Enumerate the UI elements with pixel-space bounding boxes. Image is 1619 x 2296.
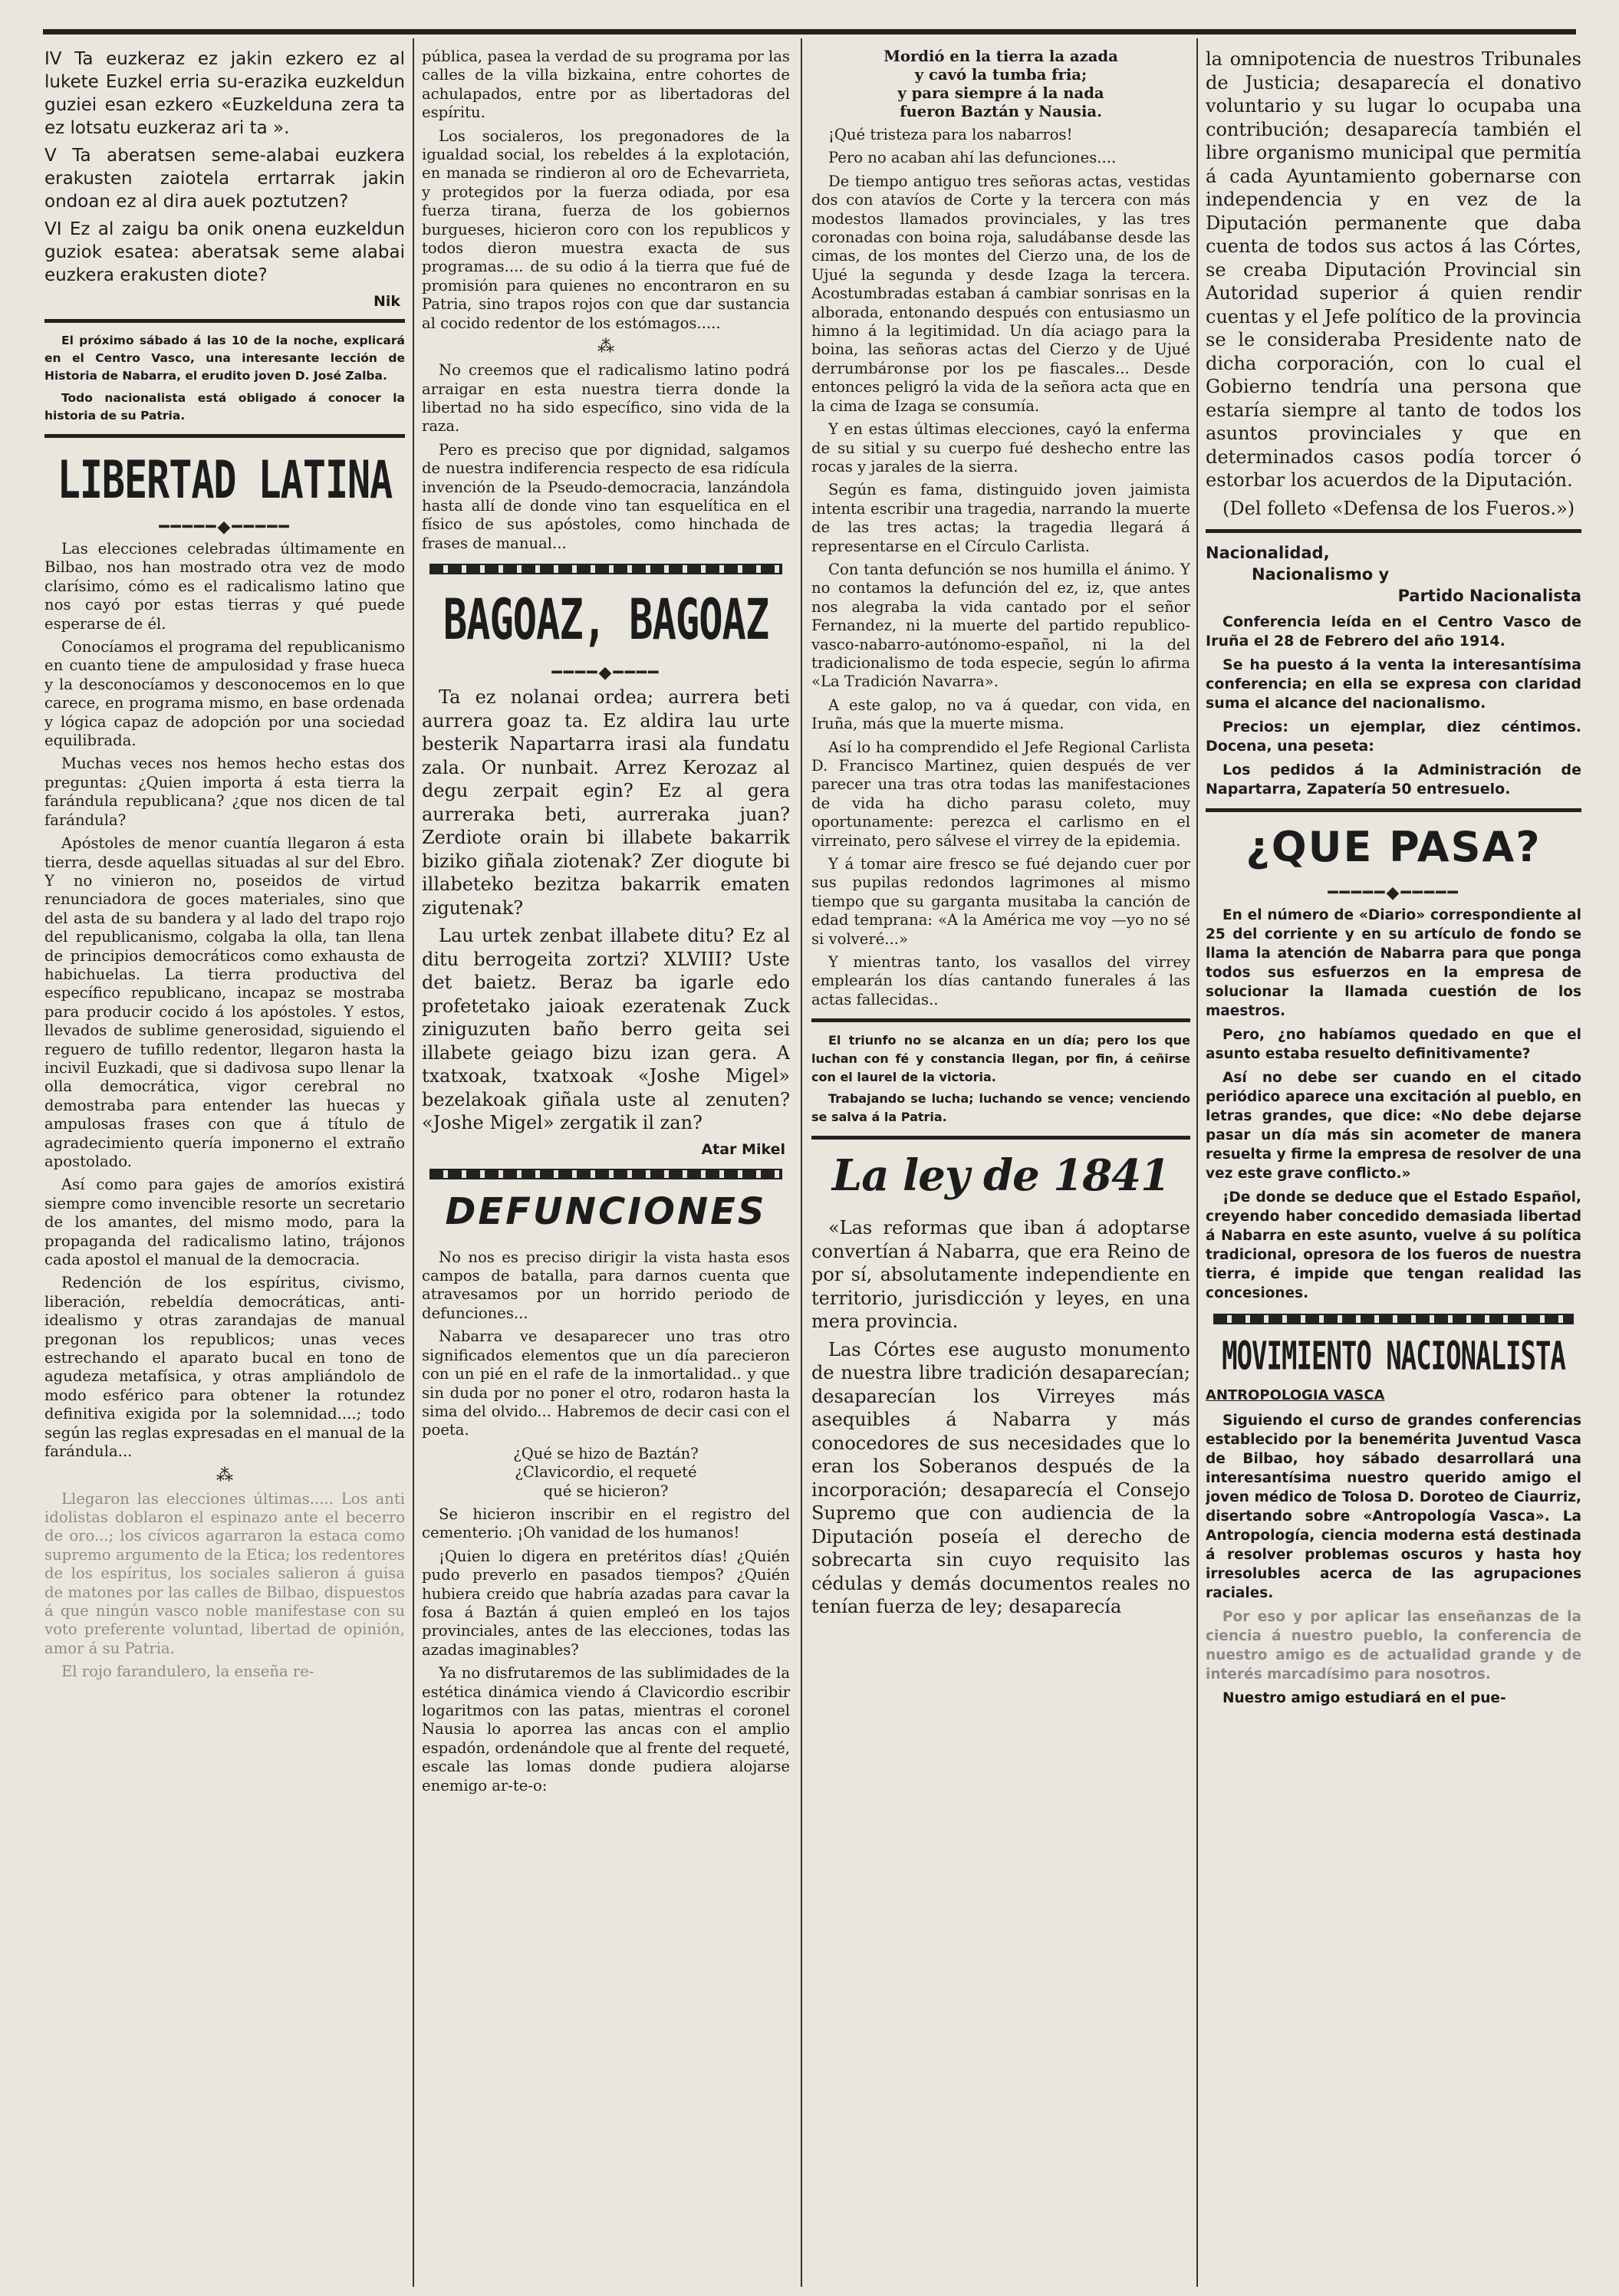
section-rule <box>1206 529 1581 533</box>
article-paragraph: Y en estas últimas elecciones, cayó la enferma de su sitial y su cuerpo fué deshecho entre las rocas y jarales de la sierra. <box>811 420 1190 475</box>
article-paragraph: la omnipotencia de nuestros Tribunales de Justicia; desaparecía el donativo voluntario y su lugar lo ocupaba una contribución; desaparecía también el libre organismo municipal que permitía á cada Ayuntamiento gobernarse con independencia y en vez de la Diputación permanente que daba cuenta de todos sus actos á las Córtes, se creaba Diputación Provincial sin Autoridad superior á quien rendir cuentas y el Jefe político de la provincia se le consideraba Presidente nato de dicha corporación, con lo cual el Gobierno tendría una persona que estaría siempre al tanto de todos los asuntos provinciales y que en determinados casos podía torcer ó estorbar los acuerdos de la Diputación. <box>1206 48 1581 491</box>
article-paragraph: Las elecciones celebradas últimamente en Bilbao, nos han mostrado otra vez de modo clarísimo, cómo es el radicalismo latino que nos cayó por estas tierras y qué puede esperarse de él. <box>44 540 405 633</box>
verse-line: fueron Baztán y Nausia. <box>900 103 1102 120</box>
column-4 <box>1206 48 1581 2287</box>
section-rule <box>44 434 405 438</box>
article-paragraph: Los socialeros, los pregonadores de la igualdad social, los rebeldes á la explotación, en manada se rindieron al oro de Echevarrieta, y protegidos por la fuerza odiada, por esa fuerza tirana, fuerza de los gobiernos burgueses, hicieron coro con los republicos y todos dieron muestra exacta de sus programas.... de su odio á la tierra que fué de promisión para quienes no encontraron en su Patria, sino trapos rojos con que dar sustancia al cocido redentor de los estómagos..... <box>422 127 790 332</box>
verse-line: Mordió en la tierra la azada <box>884 48 1118 65</box>
section-rule <box>44 319 405 323</box>
column-divider <box>1196 38 1198 2287</box>
article-paragraph: Conocíamos el programa del republicanismo en cuanto tiene de ampulosidad y frase hueca y la desconocíamos y desconocemos en lo que carece, en programa mismo, en base ordenada y lógica capaz de adopción por una sociedad equilibrada. <box>44 638 405 750</box>
article-paragraph: No nos es preciso dirigir la vista hasta esos campos de batalla, para darnos cuenta que atravesamos por un horrido periodo de defunciones... <box>422 1248 790 1322</box>
notice-lesson: El próximo sábado á las 10 de la noche, explicará en el Centro Vasco, una interesante lección de Historia de Nabarra, el erudito joven D. José Zalba. <box>44 334 405 383</box>
article-paragraph: ¡Qué tristeza para los nabarros! <box>828 126 1073 143</box>
headline-defunciones: DEFUNCIONES <box>445 1189 767 1233</box>
article-paragraph: Lau urtek zenbat illabete ditu? Ez al ditu berrogeita zortzi? XLVIII? Uste det baietz. Beraz ba igarle edo profetetako jaioak ezeratenak Zuck ziniguzuten baño berro geita sei illabete geiago bizu izan gera. A txatxoak, txatxoak «Joshe Migel» bezelakoak giñala uste al zenuten? «Joshe Migel» zergatik il zan? <box>422 925 790 1134</box>
article-paragraph: Así como para gajes de amoríos existirá siempre como invencible resorte un secretario de los amantes, del mismo modo, para la propaganda del radicalismo latino, trájonos cada apostol el manual de la democracia. <box>44 1176 405 1269</box>
ornament-rule: ━━━━━◆━━━━━ <box>1328 883 1459 903</box>
euskera-verse: IV Ta euzkeraz ez jakin ezkero ez al lukete Euzkel erria su-erazika euzkeldun guziei esan ezkero «Euzkelduna zera ta ez lotsatu euzkeraz ari ta ». <box>44 49 405 138</box>
article-paragraph: Redención de los espíritus, civismo, liberación, rebeldía democráticas, anti-idealismo y otras zarandajas de manual pregonan los republicos; unas veces estrechando el aparato bucal en tono de agudeza metafísica, y otras ampliándolo de modo esférico para obtener la rotundez definitiva exigida por la solemnidad....; todo según las reglas expresadas en el manual de la farándula... <box>44 1274 405 1461</box>
nacionalidad-title <box>1206 542 1581 607</box>
euskera-signature: Nik <box>373 293 400 310</box>
article-paragraph: Nabarra ve desaparecer uno tras otro significados elementos que un día parecieron con un pié en el rafe de la inmortalidad.. y que sin duda por no poner el otro, rodaron hasta la sima del olvido... Habremos de decir casi con el poeta. <box>422 1327 790 1439</box>
euskera-verse: VI Ez al zaigu ba onik onena euzkeldun guziok esatea: aberatsak seme alabai euzkera erakusten diote? <box>44 219 405 285</box>
article-paragraph: De tiempo antiguo tres señoras actas, vestidas dos con atavíos de Corte y la tercera con más modestos llamados provinciales, y las tres coronadas con boina roja, saludábanse desde las cimas, de los montes del Cierzo una, de los de Ujué la segunda y desde Izaga la tercera. Acostumbradas estaban á cambiar sonrisas en la alborada, entonando después con entusiasmo un himno á la legitimidad. Un día aciago para la boina, las señoras actas del Cierzo y de Ujué derrumbáronse por los pe fiascales... Desde entonces peligró la vida de la señora acta que en la cima de Izaga se consumía. <box>811 172 1190 415</box>
ornament-rule: ━━━━◆━━━━ <box>551 663 660 683</box>
article-paragraph: Se ha puesto á la venta la interesantísima conferencia; en ella se expresa con claridad suma el alcance del nacionalismo. <box>1206 656 1581 712</box>
article-paragraph: Las Córtes ese augusto monumento de nuestra libre tradición desaparecían; desaparecían los Virreyes más asequibles á Nabarra y más conocedores de sus necesidades que lo eran los Soberanos después de la incorporación; desaparecía el Consejo Supremo que con audiencia de la Diputación poseía el derecho de sobrecarta sin cuyo requisito las cédulas y demás documentos reales no tenían fuerza de ley; desaparecía <box>811 1338 1190 1618</box>
headline-libertad-latina: LIBERTAD LATINA <box>57 449 393 511</box>
column-3 <box>811 48 1190 2287</box>
ornament-border <box>429 564 782 574</box>
ornament-border <box>429 1169 782 1179</box>
headline-ley-1841: La ley de 1841 <box>831 1150 1170 1202</box>
article-paragraph: «Las reformas que iban á adoptarse convertían á Nabarra, que era Reino de por sí, absolutamente independiente en territorio, jurisdicción y leyes, en una mera provincia. <box>811 1217 1190 1333</box>
notice-obligation: Todo nacionalista está obligado á conocer la historia de su Patria. <box>44 391 405 423</box>
title-line: Nacionalismo y <box>1252 565 1390 584</box>
motto-quote: Trabajando se lucha; luchando se vence; venciendo se salva á la Patria. <box>811 1091 1190 1125</box>
motto-quote: El triunfo no se alcanza en un día; pero los que luchan con fé y constancia llegan, por fin, á ceñirse con el laurel de la victoria. <box>811 1033 1190 1085</box>
article-paragraph: Conferencia leída en el Centro Vasco de Iruña el 28 de Febrero del año 1914. <box>1206 613 1581 650</box>
headline-que-pasa: ¿QUE PASA? <box>1246 823 1542 871</box>
ornament-border <box>1213 1314 1574 1324</box>
article-paragraph: No creemos que el radicalismo latino podrá arraigar en esta nuestra tierra donde la libertad no ha sido específico, sino vida de la raza. <box>422 361 790 436</box>
article-paragraph: Se hicieron inscribir en el registro del cementerio. ¡Oh vanidad de los humanos! <box>422 1505 790 1542</box>
article-paragraph: Siguiendo el curso de grandes conferencias establecido por la benemérita Juventud Vasca de Bilbao, hoy sábado desarrollará una interesantísima nuestro querido amigo el joven médico de Tolosa D. Doroteo de Ciaurriz, disertando sobre «Antropología Vasca». La Antropología, ciencia moderna está destinada á resolver problemas oscuros y hasta hoy irresolubles acerca de las agrupaciones raciales. <box>1206 1413 1581 1601</box>
article-paragraph: Apóstoles de menor cuantía llegaron á esta tierra, desde aquellas situadas al sur del Ebro. Y no vinieron no, poseidos de virtud renunciadora de goces materiales, sino que del asta de su bandera y al lado del trapo rojo del republicanismo, colgaba la olla, tan llena de principios democráticos como exhausta de habichuelas. La tierra productiva del específico republicano, incapaz se mostraba para producir cocido á los apóstoles. Y estos, llevados de sublime generosidad, siguiendo el reguero de tufillo redentor, llegaron hasta la incivil Euzkadi, que si dadivosa supo llenar la olla democrática, vigor cerebral no demostraba para entender las huecas y ampulosas frases con que á título de agradecimiento quería imponerno el extraño apostolado. <box>44 834 405 1170</box>
column-divider <box>413 38 414 2287</box>
article-paragraph-faded: El rojo farandulero, la enseña re- <box>61 1663 314 1681</box>
article-paragraph: Pero es preciso que por dignidad, salgamos de nuestra indiferencia respecto de esa ridícula invención de la Pseudo-democracia, lanzándola hasta allí de donde vino tan esquelítica en el físico de sus apóstoles, como hinchada de frases de manual... <box>422 440 790 552</box>
article-paragraph: Así no debe ser cuando en el citado periódico aparece una excitación al pueblo, en letras grandes, que dice: «No debe dejarse pasar un día más sin acometer de manera resuelta y firme la empresa de resolver de una vez este grave conflicto.» <box>1206 1070 1581 1182</box>
section-rule <box>811 1018 1190 1022</box>
article-paragraph: Y á tomar aire fresco se fué dejando cuer por sus pupilas redondos lagrimones al mismo tiempo que su garganta musitaba la canción de edad temprana: «A la América me voy —yo no sé si volveré...» <box>811 855 1190 948</box>
headline-bagoaz: BAGOAZ, BAGOAZ <box>443 588 769 653</box>
article-source: (Del folleto «Defensa de los Fueros.») <box>1222 497 1575 519</box>
section-rule <box>1206 808 1581 812</box>
verse-line: ¿Qué se hizo de Baztán? <box>513 1444 699 1462</box>
article-paragraph: Por eso y por aplicar las enseñanzas de la ciencia á nuestro pueblo, la conferencia de nuestro amigo es de actualidad grande y de interés marcadísimo para nosotros. <box>1206 1609 1581 1683</box>
top-rule <box>43 29 1576 35</box>
article-paragraph: Precios: un ejemplar, diez céntimos. Docena, una peseta: <box>1206 719 1581 755</box>
article-paragraph: Y mientras tanto, los vasallos del virrey emplearán los días cantando funerales á las actas fallecidas.. <box>811 953 1190 1008</box>
article-paragraph: pública, pasea la verdad de su programa por las calles de la villa bizkaina, entre cohortes de achulapados, entre por as libertadoras del espíritu. <box>422 48 790 122</box>
verse-line: y cavó la tumba fria; <box>914 66 1088 84</box>
verse-line: qué se hicieron? <box>543 1482 669 1500</box>
article-paragraph: Ta ez nolanai ordea; aurrera beti aurrera goaz ta. Ez aldira lau urte besterik Napartarra irasi ala fundatu zala. Or nunbait. Arrez Kerozaz al degu zerpait egin? Ez al gera aurreraka beti, aurreraka juan? Zerdiote orain bi illabete bakarrik biziko giñala ziotenak? Zer diogute bi illabeteko bezitza bakarrik ematen zigutenak? <box>422 686 790 919</box>
asterism-icon: ⁂ <box>597 337 614 357</box>
article-paragraph-faded: Llegaron las elecciones últimas..... Los anti idolistas doblaron el espinazo ante el becerro de oro...; los cívicos agarraron la estaca como supremo argumento de la Etica; los redentores de los espíritus, los sociales salieron á guisa de matones por las calles de Bilbao, dispuestos á que ningún vasco noble manifestase con su voto preferente voluntad, libertad de opinión, amor á su Patria. <box>44 1489 405 1657</box>
article-paragraph: Ya no disfrutaremos de las sublimidades de la estética dinámica viendo á Clavicordio escribir logaritmos con las patas, mientras el coronel Nausia lo aporrea las ancas con el amplio espadón, ordenándole que al frente del requeté, escale las lomas donde pudiera alojarse enemigo ar-te-o: <box>422 1664 790 1794</box>
headline-movimiento: MOVIMIENTO NACIONALISTA <box>1222 1334 1565 1380</box>
antropologia-title: ANTROPOLOGIA VASCA <box>1206 1387 1385 1403</box>
ornament-rule: ━━━━━◆━━━━━ <box>159 518 291 537</box>
article-paragraph: Con tanta defunción se nos humilla el ánimo. Y no contamos la defunción del ez, iz, que antes nos alegraba la vida cantado por el señor Fernandez, ni la muerte del partido republico-vasco-nabarro-autónomo-español, ni la del tradicionalismo de toda especie, según lo afirma «La Tradición Navarra». <box>811 560 1190 691</box>
article-paragraph: Pero no acaban ahí las defunciones.... <box>828 149 1117 167</box>
article-paragraph: ¡De donde se deduce que el Estado Español, creyendo haber concedido demasiada libertad á Nabarra en este asunto, vuelve á su política tradicional, opresora de los fueros de nuestra tierra, é impide que tengan realidad las concesiones. <box>1206 1189 1581 1301</box>
column-divider <box>801 38 802 2287</box>
verse-line: y para siempre á la nada <box>897 84 1104 102</box>
article-paragraph: Así lo ha comprendido el Jefe Regional Carlista D. Francisco Martinez, quien después de ver parecer una tras otra todas las manifestaciones de vida ha dicho parasu coleto, muy oportunamente: perezca el carlismo en el virreinato, pero sálvese el virrey de la epidemia. <box>811 738 1190 850</box>
column-1 <box>44 48 405 2287</box>
asterism-icon: ⁂ <box>216 1465 233 1485</box>
article-paragraph: ¡Quien lo digera en pretéritos días! ¿Quién pudo preverlo en pasados tiempos? ¿Quién hubiera creido que habría azadas para cavar la fosa á Baztán á quien empleó en los tajos provinciales, antes de las elecciones, todas las azadas imaginables? <box>422 1547 790 1659</box>
article-paragraph: Pero, ¿no habíamos quedado en que el asunto estaba resuelto definitivamente? <box>1206 1027 1581 1062</box>
section-rule <box>811 1136 1190 1140</box>
title-line: Nacionalidad, <box>1206 544 1330 562</box>
title-line: Partido Nacionalista <box>1397 587 1581 605</box>
verse-line: ¿Clavicordio, el requeté <box>515 1463 697 1482</box>
euskera-verse: V Ta aberatsen seme-alabai euzkera erakusten zaiotela errtarrak jakin ondoan ez al dira auek poztutzen? <box>44 146 405 212</box>
bagoaz-signature: Atar Mikel <box>701 1140 785 1158</box>
article-paragraph: En el número de «Diario» correspondiente al 25 del corriente y en su artículo de fondo se llama la atención de Nabarra para que ponga todos sus esfuerzos en la empresa de solucionar la llamada cuestión de los maestros. <box>1206 907 1581 1019</box>
column-2 <box>422 48 790 2287</box>
article-paragraph: Nuestro amigo estudiará en el pue- <box>1222 1690 1506 1706</box>
article-paragraph: A este galop, no va á quedar, con vida, en Iruña, más que la muerte misma. <box>811 696 1190 733</box>
article-paragraph: Muchas veces nos hemos hecho estas dos preguntas: ¿Quien importa á esta tierra la farándula republicana? ¿que nos dicen de tal farándula? <box>44 755 405 829</box>
article-paragraph: Los pedidos á la Administración de Napartarra, Zapatería 50 entresuelo. <box>1206 761 1581 798</box>
article-paragraph: Según es fama, distinguido joven jaimista intenta escribir una tragedia, narrando la muerte de las tres actas; la tragedia llegará á representarse en el Círculo Carlista. <box>811 481 1190 555</box>
